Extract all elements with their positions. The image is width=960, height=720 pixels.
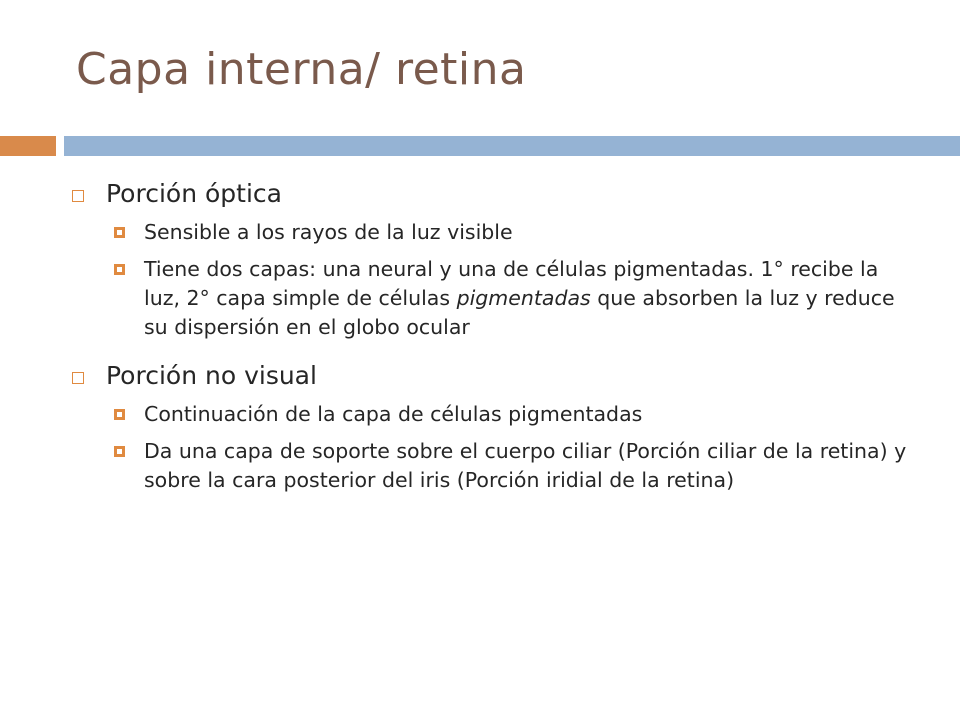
sub-bullet-item: [68, 400, 918, 429]
framed-square-bullet-icon: [114, 409, 125, 420]
hollow-square-bullet-icon: [72, 190, 84, 202]
slide-title: Capa interna/ retina: [76, 44, 527, 95]
sub-bullet-list: [68, 400, 918, 495]
framed-square-bullet-icon: [114, 227, 125, 238]
framed-square-bullet-icon: [114, 264, 125, 275]
sub-bullet-text-part: Tiene dos capas: una neural y una de células pigmentadas. 1° recibe la luz, 2° capa simple de células: [144, 257, 879, 310]
sub-bullet-text: Continuación de la capa de células pigmentadas: [144, 402, 643, 426]
section-heading-text: Porción óptica: [106, 179, 282, 208]
sub-bullet-text-part: que absorben la luz y reduce su dispersión en el globo ocular: [144, 286, 895, 339]
section-heading: [68, 358, 918, 394]
sub-bullet-italic-text: pigmentadas: [456, 286, 591, 310]
sub-bullet-list: [68, 218, 918, 342]
title-accent-bar-blue: [64, 136, 960, 156]
sub-bullet-text: Sensible a los rayos de la luz visible: [144, 220, 513, 244]
sub-bullet-item: [68, 255, 918, 342]
framed-square-bullet-icon: [114, 446, 125, 457]
section-porcion-optica: [68, 176, 918, 342]
sub-bullet-text: Da una capa de soporte sobre el cuerpo ciliar (Porción ciliar de la retina) y sobre la cara posterior del iris (Porción iridial de la retina): [144, 439, 907, 492]
sub-bullet-item: [68, 218, 918, 247]
section-porcion-no-visual: [68, 358, 918, 495]
hollow-square-bullet-icon: [72, 372, 84, 384]
slide-content: [68, 176, 918, 511]
sub-bullet-item: [68, 437, 918, 495]
title-accent-bar-orange: [0, 136, 56, 156]
section-heading: [68, 176, 918, 212]
section-heading-text: Porción no visual: [106, 361, 317, 390]
